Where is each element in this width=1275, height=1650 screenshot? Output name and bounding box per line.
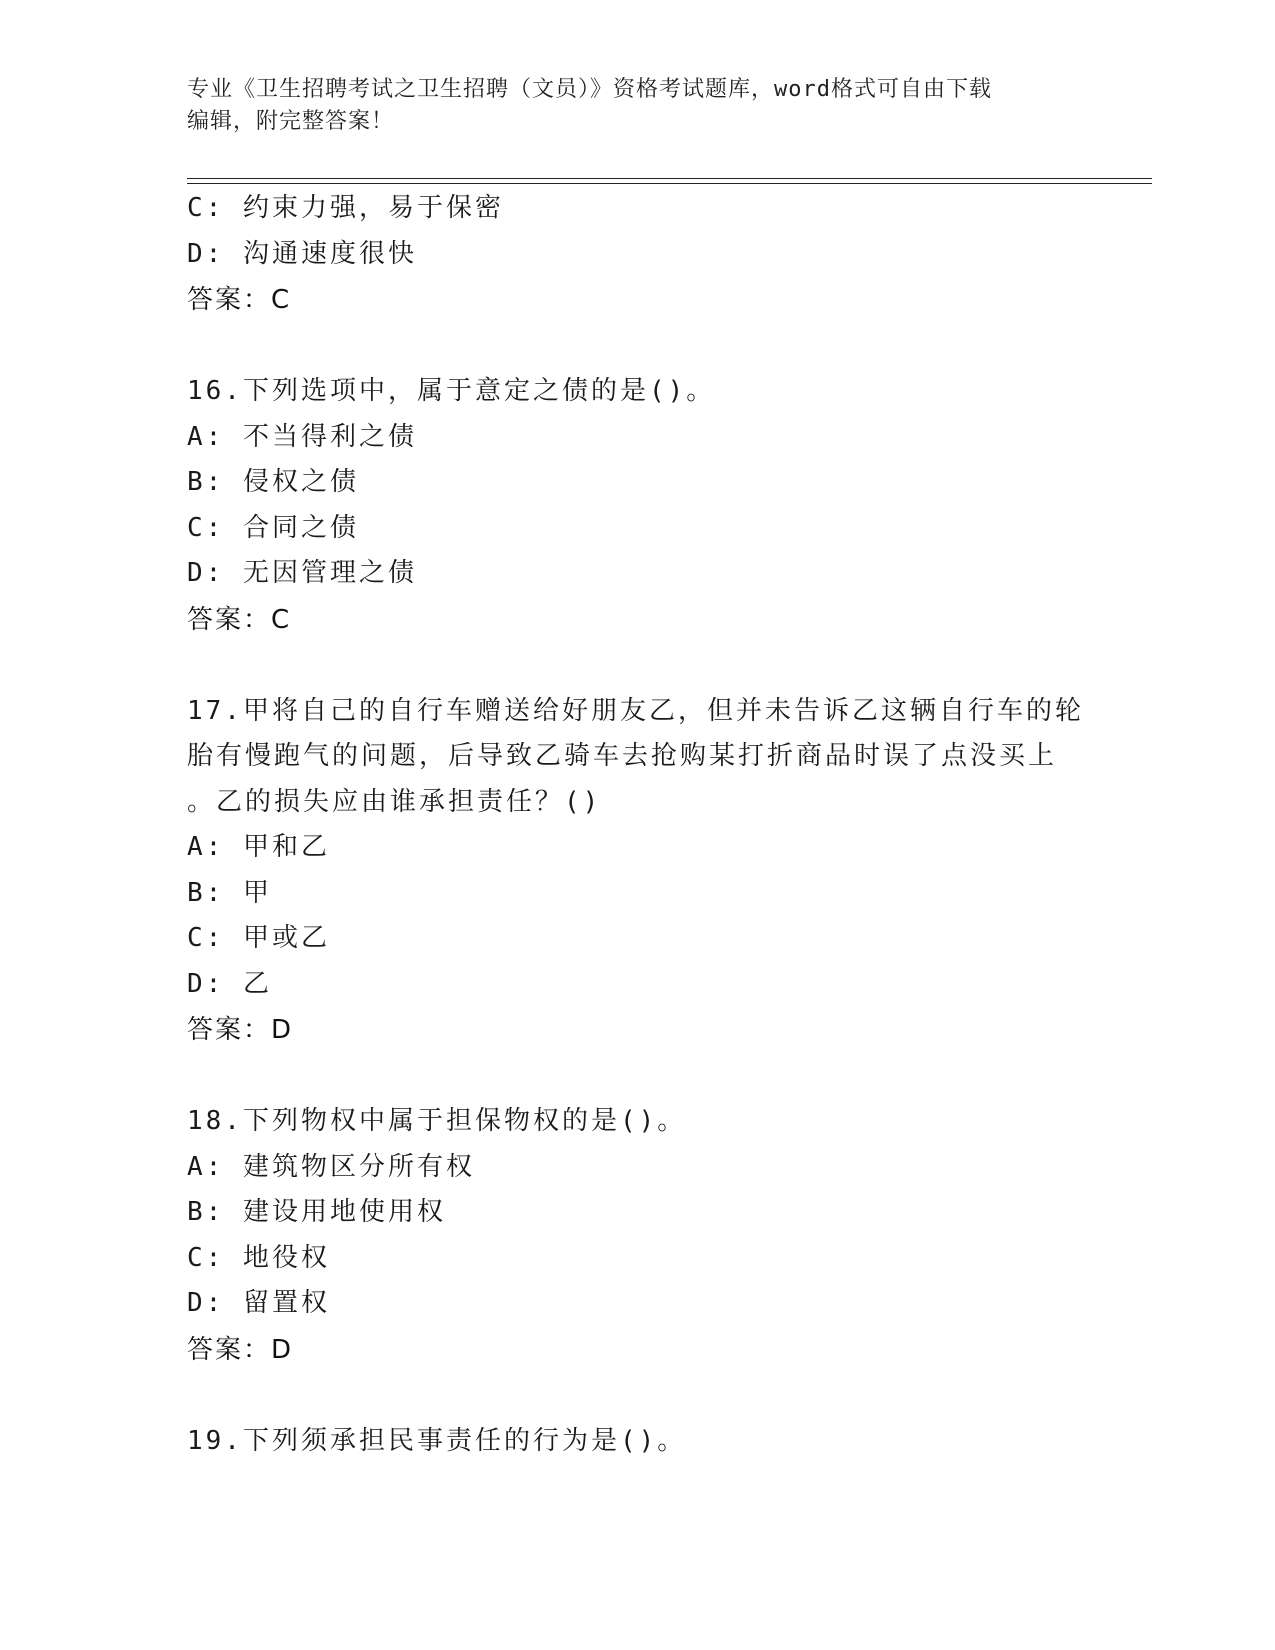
- option-d: D: 沟通速度很快: [187, 238, 417, 269]
- option-c: C: 甲或乙: [187, 923, 330, 953]
- option-b: B: 侵权之债: [187, 467, 359, 497]
- answer-line: 答案：C: [187, 604, 292, 635]
- stem-line: 16.下列选项中，属于意定之债的是()。: [187, 376, 716, 406]
- answer-line: 答案：D: [187, 1334, 294, 1365]
- spacer: [187, 1053, 1087, 1099]
- stem-line: 19.下列须承担民事责任的行为是()。: [187, 1425, 687, 1456]
- question-stem: [187, 369, 1087, 415]
- option-d: D: 乙: [187, 968, 272, 999]
- question-stem: [187, 689, 1087, 826]
- header-divider-top: [187, 178, 1152, 179]
- option-d: D: 无因管理之债: [187, 558, 417, 588]
- question-stem: [187, 1419, 1087, 1465]
- spacer: [187, 643, 1087, 689]
- question-16: [187, 369, 1087, 643]
- option-a: A: 甲和乙: [187, 832, 330, 862]
- option-a: A: 不当得利之债: [187, 421, 417, 452]
- option-b: B: 甲: [187, 877, 272, 908]
- stem-line: 。乙的损失应由谁承担责任？(): [187, 786, 602, 817]
- answer-line: 答案：D: [187, 1015, 294, 1045]
- spacer: [187, 1373, 1087, 1419]
- answer-line: 答案：C: [187, 285, 292, 315]
- question-17: [187, 689, 1087, 1054]
- question-stem: [187, 1099, 1087, 1145]
- stem-line: 17.甲将自己的自行车赠送给好朋友乙，但并未告诉乙这辆自行车的轮: [187, 695, 1084, 726]
- stem-line: 胎有慢跑气的问题，后导致乙骑车去抢购某打折商品时误了点没买上: [187, 741, 1058, 771]
- question-18: [187, 1099, 1087, 1373]
- header-title-line-1: 专业《卫生招聘考试之卫生招聘（文员）》资格考试题库，word格式可自由下载: [187, 77, 992, 102]
- option-b: B: 建设用地使用权: [187, 1197, 446, 1227]
- spacer: [187, 323, 1087, 369]
- header-title-line-2: 编辑，附完整答案！: [187, 109, 395, 134]
- stem-line: 18.下列物权中属于担保物权的是()。: [187, 1106, 687, 1136]
- header-divider-bottom: [187, 183, 1152, 184]
- document-header: [187, 74, 1067, 138]
- option-d: D: 留置权: [187, 1288, 330, 1318]
- option-c: C: 合同之债: [187, 512, 359, 543]
- option-c: C: 约束力强，易于保密: [187, 193, 504, 223]
- question-19: [187, 1419, 1087, 1465]
- option-a: A: 建筑物区分所有权: [187, 1151, 475, 1182]
- question-list: [187, 186, 1087, 1464]
- question-15-continued: [187, 186, 1087, 323]
- option-c: C: 地役权: [187, 1242, 330, 1273]
